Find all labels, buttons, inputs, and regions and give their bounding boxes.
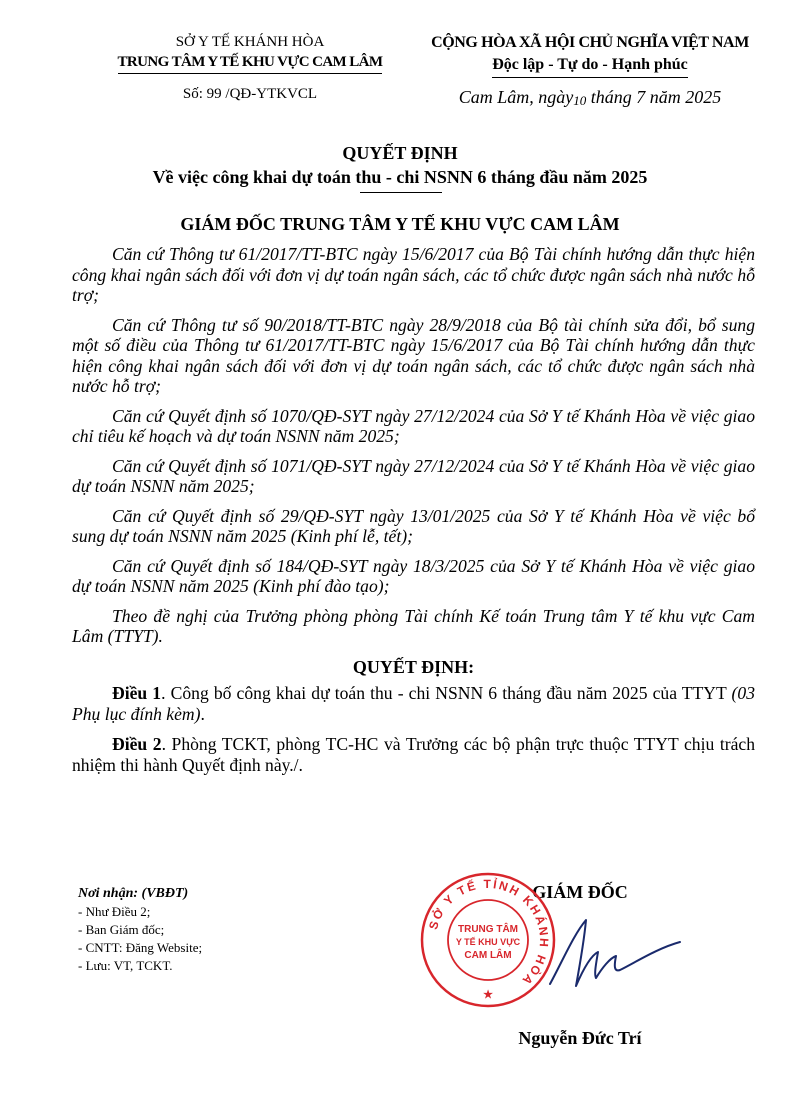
doc-subject: Về việc công khai dự toán thu - chi NSNN 6 tháng đầu năm 2025 [152,167,648,187]
official-seal-icon [418,870,558,1010]
signer-title: GIÁM ĐỐC [532,882,628,902]
legal-basis-1: Căn cứ Thông tư 61/2017/TT-BTC ngày 15/6/2017 của Bộ Tài chính hướng dẫn thực hiện công khai ngân sách đối với đơn vị dự toán ngân sách, các tổ chức được ngân sách nhà nước hỗ trợ; [72,244,755,305]
legal-basis-6: Căn cứ Quyết định số 184/QĐ-SYT ngày 18/3/2025 của Sở Y tế Khánh Hòa về việc giao dự toán NSNN năm 2025 (Kinh phí đào tạo); [72,555,755,596]
article-2 [72,734,755,775]
date-day: 10 [573,93,587,108]
doc-number-suffix: /QĐ-YTKVCL [225,86,318,102]
recipient-item: - CNTT: Đăng Website; [78,940,203,955]
national-header [410,32,770,78]
recipients-heading: Nơi nhận: (VBĐT) [78,886,189,901]
agency-name: TRUNG TÂM Y TẾ KHU VỰC CAM LÂM [118,52,383,74]
proposal-basis: Theo đề nghị của Trưởng phòng phòng Tài chính Kế toán Trung tâm Y tế khu vực Cam Lâm (TTYT). [72,605,755,646]
legal-basis-2: Căn cứ Thông tư số 90/2018/TT-BTC ngày 28/9/2018 của Bộ tài chính sửa đổi, bổ sung một số điều của Thông tư 61/2017/TT-BTC ngày 15/6/2017 của Bộ Tài chính hướng dẫn thực hiện công khai ngân sách đối với đơn vị dự toán ngân sách, các tổ chức được ngân sách nhà nước hỗ trợ; [72,314,755,396]
svg-text:TRUNG TÂM: TRUNG TÂM [458,924,518,935]
article-2-label: Điều 2 [112,734,162,754]
motto: Độc lập - Tự do - Hạnh phúc [492,54,688,78]
article-1-note: (03 Phụ lục đính kèm) [72,683,755,724]
article-1-text: . Công bố công khai dự toán thu - chi NSNN 6 tháng đầu năm 2025 của TTYT [161,683,732,703]
svg-text:SỞ Y TẾ TỈNH KHÁNH HÒA: SỞ Y TẾ TỈNH KHÁNH HÒA [426,876,552,989]
svg-text:CAM LÂM: CAM LÂM [464,950,512,961]
article-1 [72,683,755,724]
legal-basis-4: Căn cứ Quyết định số 1071/QĐ-SYT ngày 27/12/2024 của Sở Y tế Khánh Hòa về việc giao dự toán NSNN năm 2025; [72,455,755,496]
recipient-item: - Ban Giám đốc; [78,922,165,937]
document-body [72,244,755,785]
svg-text:Y TẾ KHU VỰC: Y TẾ KHU VỰC [455,937,521,947]
agency-block [90,32,410,74]
issuer-title: GIÁM ĐỐC TRUNG TÂM Y TẾ KHU VỰC CAM LÂM [180,214,620,234]
agency-parent: SỞ Y TẾ KHÁNH HÒA [175,34,325,50]
handwritten-signature-icon [540,912,690,992]
country-name: CỘNG HÒA XÃ HỘI CHỦ NGHĨA VIỆT NAM [431,34,749,51]
signer-name: Nguyễn Đức Trí [518,1028,642,1048]
date-suffix: tháng 7 năm 2025 [590,87,722,107]
doc-type: QUYẾT ĐỊNH [342,143,458,163]
document-title [60,141,740,189]
legal-basis-5: Căn cứ Quyết định số 29/QĐ-SYT ngày 13/01/2025 của Sở Y tế Khánh Hòa về việc bổ sung dự toán NSNN năm 2025 (Kinh phí lễ, tết); [72,505,755,546]
title-divider [360,192,442,193]
document-number [90,86,410,103]
svg-text:★: ★ [483,989,493,1001]
doc-number-value: 99 [206,86,222,102]
article-2-text: . Phòng TCKT, phòng TC-HC và Trưởng các bộ phận trực thuộc TTYT chịu trách nhiệm thi hành Quyết định này./. [72,734,755,775]
doc-number-label: Số: [182,86,203,102]
date-prefix: Cam Lâm, ngày [458,87,574,107]
article-1-label: Điều 1 [112,683,162,703]
recipients-block [78,885,408,975]
recipient-item: - Lưu: VT, TCKT. [78,958,173,973]
recipient-item: - Như Điều 2; [78,904,151,919]
legal-basis-3: Căn cứ Quyết định số 1070/QĐ-SYT ngày 27/12/2024 của Sở Y tế Khánh Hòa về việc giao chỉ tiêu kế hoạch và dự toán NSNN năm 2025; [72,405,755,446]
document-date [410,87,770,109]
decision-heading: QUYẾT ĐỊNH: [352,656,475,677]
article-1-end: . [200,703,205,724]
